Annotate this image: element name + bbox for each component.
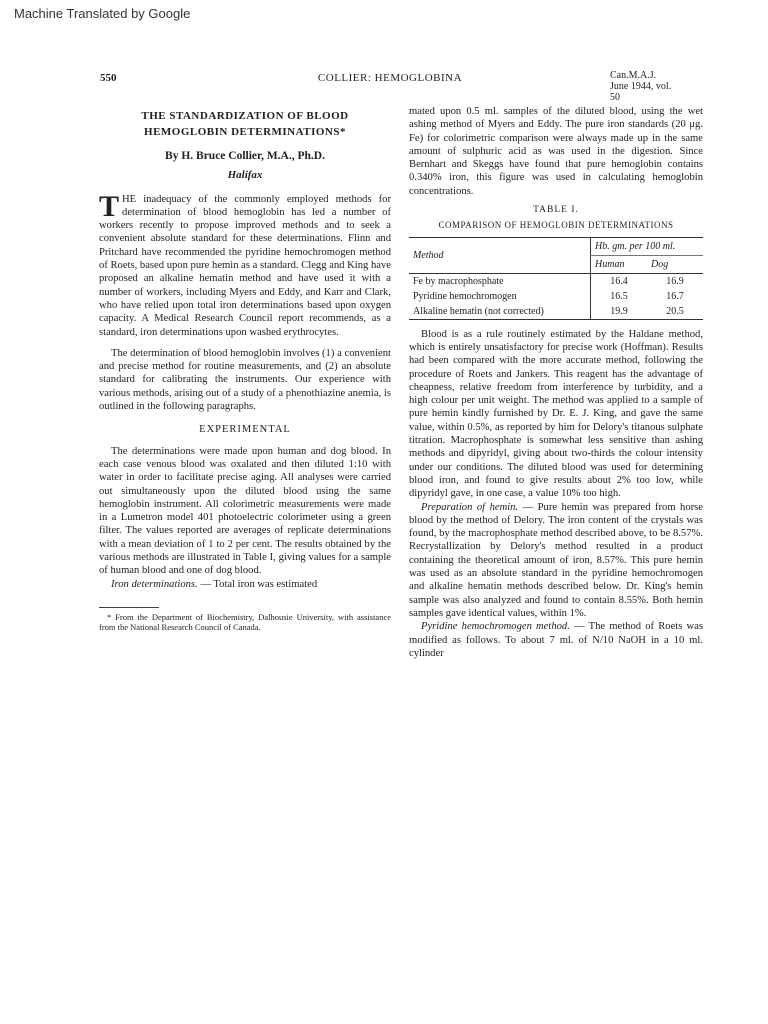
table-header-group: Hb. gm. per 100 ml.: [591, 237, 704, 255]
paragraph-iron-continued: mated upon 0.5 ml. samples of the diluted blood, using the wet ashing method of Myers and Eddy. The pure iron standards (20 μg. Fe) for colorimetric comparison were always made up in the same amount of sulphuric acid as was used in the digestion. Since Bernhart and Skeggs have found that pure hemoglobin contains 0.340% iron, this figure was used in calculating hemoglobin concentrations.: [409, 106, 703, 197]
footnote-divider: [99, 607, 159, 608]
drop-cap: T: [99, 189, 120, 223]
table-header-method: Method: [409, 237, 591, 273]
paragraph-methods-overview: The determination of blood hemoglobin involves (1) a convenient and precise method for routine measurements, and (2) an absolute standard for calibrating the instruments. Our experience with various methods, arising out of a study of a phenothiazine anemia, is outlined in the following paragraphs.: [99, 347, 391, 413]
journal-citation: [610, 70, 680, 103]
machine-translation-banner: Machine Translated by Google: [14, 6, 191, 21]
intro-paragraph: [99, 189, 391, 339]
pyridine-text: — The method of Roets was modified as follows. To about 7 ml. of N/10 NaOH in a 10 ml. cylinder: [409, 621, 703, 659]
article-author: By H. Bruce Collier, M.A., Ph.D.: [165, 150, 325, 162]
paragraph-blood-iron: Blood is as a rule routinely estimated by the Haldane method, which is entirely unsatisfactory for precise work (Hoffman). Results had been compared with the more accurate method, following the procedure of Roets and Jankers. This reagent has the advantage of cheapness, relative freedom from interference by turbidity, and a high colour per unit weight. The method was applied to a sample of pure hemin kindly furnished by Dr. E. J. King, and gave the same value, within 0.5%, as reported by him for Delory's titanous sulphate titration. Macrophosphate is somewhat less sensitive than ashing methods and dipyridyl, giving about two-thirds the colour intensity under our conditions. The diluted blood was used for determining blood iron, and found to give results about 2% too low, while dipyridyl gave, in one case, a value 10% too high.: [409, 328, 703, 500]
paragraph-iron-determinations: [99, 578, 391, 591]
journal-name: Can.M.A.J.: [610, 70, 657, 81]
journal-issue: June 1944, vol. 50: [610, 81, 672, 103]
footnote: * From the Department of Biochemistry, Dalhousie University, with assistance from the National Research Council of Canada.: [99, 611, 391, 632]
table-row: [409, 289, 703, 304]
intro-text: HE inadequacy of the commonly employed methods for determination of blood hemoglobin has led a number of workers recently to propose improved methods and to seek a convenient absolute standard for these determinations. Flinn and Pritchard have recommended the pyridine hemochromogen method of Roets, based upon pure hemin as a standard. Clegg and King have proposed an alkaline hematin method and have used it with a number of workers, including Myers and Eddy, and Karr and Clark, who have relied upon total iron determinations based upon oxygen capacity. A Medical Research Council report recommends, as a standard, iron determinations upon washed erythrocytes.: [99, 193, 391, 338]
paragraph-pyridine-method: [409, 620, 703, 660]
table-cell-human: 16.4: [591, 273, 648, 289]
page-header: [100, 70, 680, 103]
table-cell-dog: 20.5: [666, 305, 684, 317]
running-title: COLLIER: HEMOGLOBINA: [317, 72, 463, 84]
page-number: 550: [100, 72, 117, 84]
table-header-human: Human: [591, 255, 648, 273]
table-cell-human: 16.5: [591, 289, 648, 304]
iron-text: — Total iron was estimated: [197, 578, 318, 590]
table-row: [409, 273, 703, 289]
section-heading-experimental: EXPERIMENTAL: [199, 424, 291, 436]
table-cell-method: Alkaline hematin (not corrected): [413, 305, 544, 317]
run-in-heading-pyridine: Pyridine hemochromogen method.: [421, 621, 570, 633]
table-cell-dog: 16.7: [666, 290, 684, 302]
left-column: [99, 105, 391, 632]
table-cell-dog: 16.9: [666, 275, 684, 287]
run-in-heading-hemin: Preparation of hemin.: [421, 501, 519, 513]
right-column: [409, 105, 703, 660]
article-title: THE STANDARDIZATION OF BLOOD HEMOGLOBIN DETERMINATIONS*: [141, 110, 349, 138]
paragraph-experimental: The determinations were made upon human and dog blood. In each case venous blood was oxalated and then diluted 1:10 with water in order to facilitate precise aging. All analyses were carried out simultaneously upon the diluted blood using the same hemoglobin instrument. All colorimetric measurements were made in a Lumetron model 401 photoelectric colorimeter using a green filter. The values reported are averages of replicate determinations with a mean deviation of 1 to 2 per cent. The results obtained by the various methods are illustrated in Table I, giving values for a sample of human blood and one of dog blood.: [99, 445, 391, 577]
table-cell-human: 19.9: [591, 304, 648, 320]
table-cell-method: Pyridine hemochromogen: [413, 290, 517, 302]
paragraph-hemin-preparation: [409, 501, 703, 621]
table-cell-method: Fe by macrophosphate: [413, 275, 504, 287]
table-number: TABLE I.: [533, 205, 579, 216]
table-caption: COMPARISON OF HEMOGLOBIN DETERMINATIONS: [438, 220, 674, 231]
hemoglobin-table: [409, 237, 703, 320]
table-header-dog: Dog: [651, 258, 669, 270]
run-in-heading-iron: Iron determinations.: [111, 578, 198, 590]
hemin-text: — Pure hemin was prepared from horse blood by the method of Delory. The iron content of the crystals was found, by the macrophosphate method described above, to be 8.57%. Recrystallization by Delory's method resulted in a product containing the theoretical amount of iron, 8.57%. This pure hemin was used as an absolute standard in the pyridine hemochromogen and alkaline hematin methods described below. Dr. King's hemin sample was also analyzed and found to contain 8.55%. Both hemin samples gave identical values, within 1%.: [409, 501, 703, 619]
article-location: Halifax: [227, 169, 263, 182]
table-row: [409, 304, 703, 320]
